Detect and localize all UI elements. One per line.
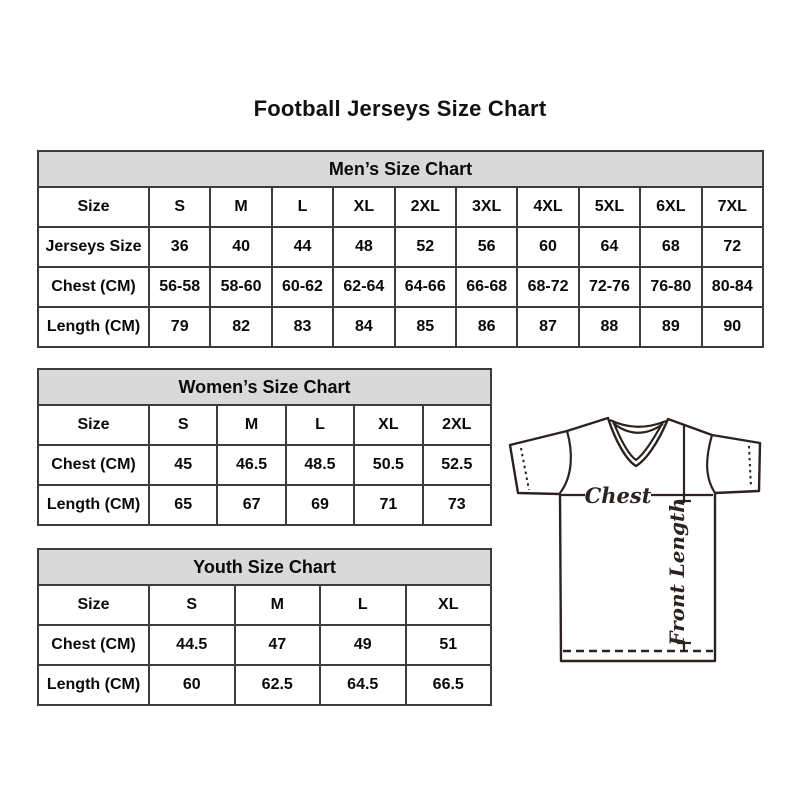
value-cell: 60 <box>149 665 235 705</box>
value-cell: S <box>149 585 235 625</box>
value-cell: XL <box>333 187 394 227</box>
row-label-cell: Chest (CM) <box>38 445 149 485</box>
value-cell: 51 <box>406 625 492 665</box>
row-label-cell: Jerseys Size <box>38 227 149 267</box>
value-cell: 64-66 <box>395 267 456 307</box>
value-cell: 45 <box>149 445 217 485</box>
value-cell: 84 <box>333 307 394 347</box>
table-row <box>38 267 763 307</box>
value-cell: 83 <box>272 307 333 347</box>
value-cell: 49 <box>320 625 406 665</box>
value-cell: M <box>217 405 285 445</box>
value-cell: 71 <box>354 485 422 525</box>
row-label-cell: Chest (CM) <box>38 267 149 307</box>
value-cell: 50.5 <box>354 445 422 485</box>
value-cell: 5XL <box>579 187 640 227</box>
table-row <box>38 187 763 227</box>
value-cell: 44.5 <box>149 625 235 665</box>
page-title: Football Jerseys Size Chart <box>253 96 547 121</box>
value-cell: L <box>286 405 354 445</box>
value-cell: 64 <box>579 227 640 267</box>
row-label-cell: Chest (CM) <box>38 625 149 665</box>
youth-title-row <box>38 549 491 585</box>
value-cell: 40 <box>210 227 271 267</box>
value-cell: 82 <box>210 307 271 347</box>
value-cell: 86 <box>456 307 517 347</box>
value-cell: 47 <box>235 625 321 665</box>
value-cell: 67 <box>217 485 285 525</box>
value-cell: 62-64 <box>333 267 394 307</box>
value-cell: 66-68 <box>456 267 517 307</box>
womens-size-table <box>37 368 492 526</box>
youth-size-table <box>37 548 492 706</box>
table-row <box>38 625 491 665</box>
row-label-cell: Size <box>38 585 149 625</box>
value-cell: 7XL <box>702 187 763 227</box>
value-cell: 44 <box>272 227 333 267</box>
value-cell: L <box>272 187 333 227</box>
value-cell: 52.5 <box>423 445 491 485</box>
value-cell: 4XL <box>517 187 578 227</box>
value-cell: 2XL <box>423 405 491 445</box>
row-label-cell: Size <box>38 405 149 445</box>
value-cell: 56-58 <box>149 267 210 307</box>
jersey-measurement-diagram <box>505 406 775 674</box>
value-cell: 69 <box>286 485 354 525</box>
value-cell: 52 <box>395 227 456 267</box>
value-cell: 85 <box>395 307 456 347</box>
value-cell: 56 <box>456 227 517 267</box>
value-cell: 76-80 <box>640 267 701 307</box>
row-label-cell: Length (CM) <box>38 485 149 525</box>
value-cell: 80-84 <box>702 267 763 307</box>
table-row <box>38 665 491 705</box>
table-row <box>38 227 763 267</box>
jersey-outline <box>510 418 760 661</box>
value-cell: 68 <box>640 227 701 267</box>
mens-size-table <box>37 150 764 348</box>
chest-label: Chest <box>584 483 652 508</box>
value-cell: 72-76 <box>579 267 640 307</box>
mens-table-title: Men’s Size Chart <box>38 151 763 187</box>
row-label-cell: Size <box>38 187 149 227</box>
table-row <box>38 307 763 347</box>
value-cell: 73 <box>423 485 491 525</box>
value-cell: 36 <box>149 227 210 267</box>
value-cell: 48.5 <box>286 445 354 485</box>
row-label-cell: Length (CM) <box>38 307 149 347</box>
value-cell: 48 <box>333 227 394 267</box>
value-cell: M <box>235 585 321 625</box>
womens-title-row <box>38 369 491 405</box>
value-cell: 72 <box>702 227 763 267</box>
value-cell: 66.5 <box>406 665 492 705</box>
value-cell: 88 <box>579 307 640 347</box>
value-cell: 60 <box>517 227 578 267</box>
value-cell: S <box>149 405 217 445</box>
value-cell: 6XL <box>640 187 701 227</box>
value-cell: 2XL <box>395 187 456 227</box>
value-cell: 60-62 <box>272 267 333 307</box>
value-cell: 3XL <box>456 187 517 227</box>
table-row <box>38 485 491 525</box>
mens-title-row <box>38 151 763 187</box>
value-cell: L <box>320 585 406 625</box>
youth-table-title: Youth Size Chart <box>38 549 491 585</box>
value-cell: S <box>149 187 210 227</box>
value-cell: 87 <box>517 307 578 347</box>
womens-table-title: Women’s Size Chart <box>38 369 491 405</box>
value-cell: XL <box>406 585 492 625</box>
value-cell: 46.5 <box>217 445 285 485</box>
value-cell: 64.5 <box>320 665 406 705</box>
table-row <box>38 445 491 485</box>
value-cell: 79 <box>149 307 210 347</box>
table-row <box>38 405 491 445</box>
front-length-label: Front Length <box>665 498 689 646</box>
value-cell: 90 <box>702 307 763 347</box>
value-cell: 68-72 <box>517 267 578 307</box>
value-cell: 58-60 <box>210 267 271 307</box>
value-cell: M <box>210 187 271 227</box>
value-cell: 89 <box>640 307 701 347</box>
value-cell: XL <box>354 405 422 445</box>
jersey-diagram-svg <box>505 406 775 674</box>
table-row <box>38 585 491 625</box>
row-label-cell: Length (CM) <box>38 665 149 705</box>
value-cell: 62.5 <box>235 665 321 705</box>
value-cell: 65 <box>149 485 217 525</box>
